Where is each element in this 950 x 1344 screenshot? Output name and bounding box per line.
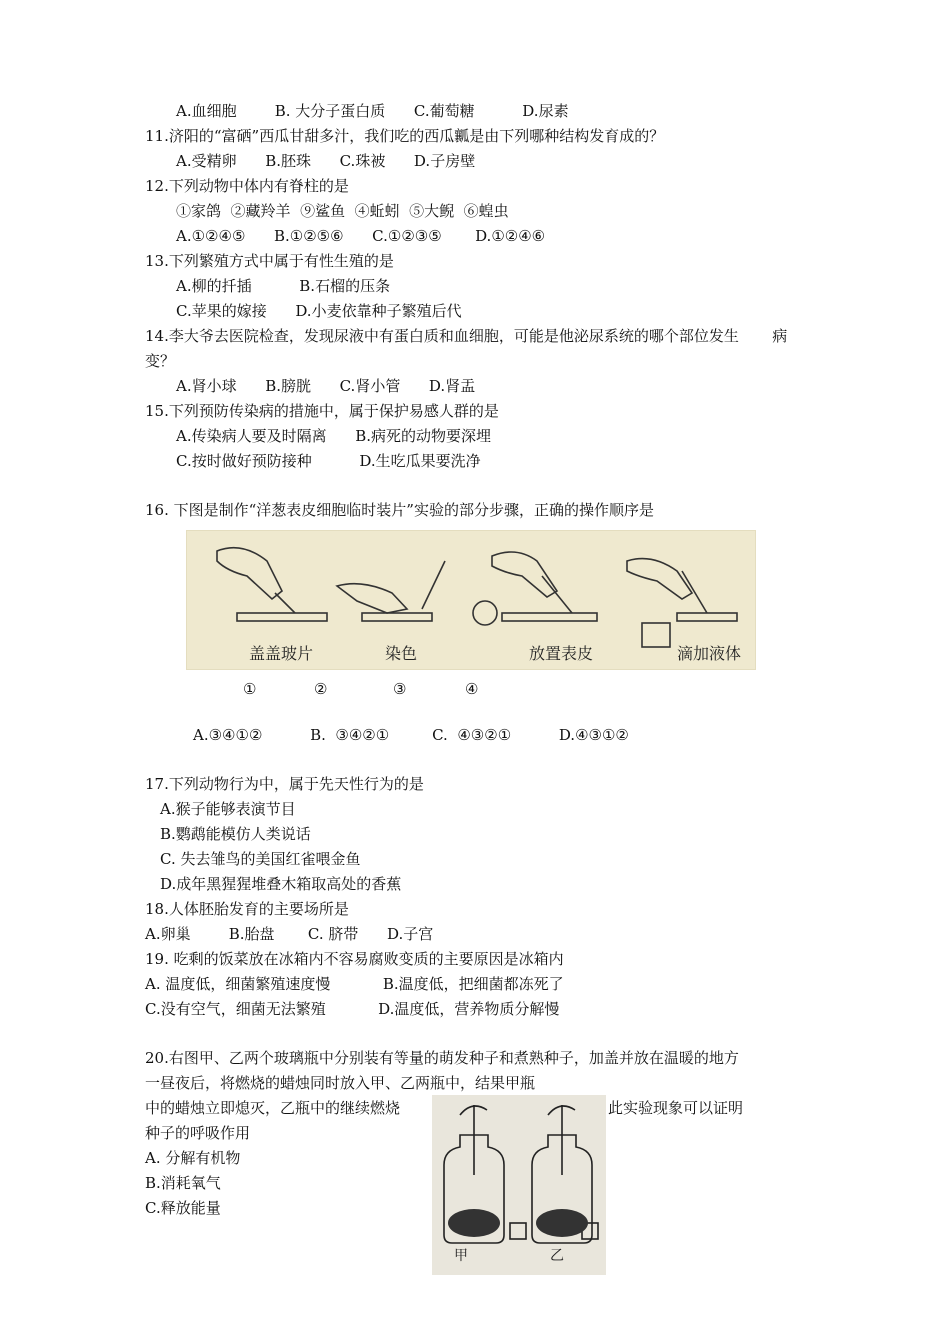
- q17-option-d: D.成年黑猩猩堆叠木箱取高处的香蕉: [160, 875, 402, 893]
- q20-option-b: B.消耗氧气: [145, 1174, 221, 1192]
- step-number-3: ③: [393, 680, 407, 698]
- q20-stem-4: 种子的呼吸作用: [145, 1124, 251, 1142]
- hand-4: [627, 559, 692, 599]
- q18-stem: 18.人体胚胎发育的主要场所是: [145, 900, 349, 918]
- q13-options-2: C.苹果的嫁接 D.小麦依靠种子繁殖后代: [176, 302, 462, 320]
- label-yi: 乙: [550, 1248, 564, 1264]
- q16-stem: 16. 下图是制作“洋葱表皮细胞临时装片”实验的部分步骤，正确的操作顺序是: [145, 501, 654, 519]
- q15-options-1: A.传染病人要及时隔离 B.病死的动物要深埋: [176, 427, 492, 445]
- caption-drop-liquid: 滴加液体: [677, 644, 742, 663]
- onion: [473, 601, 497, 625]
- q19-options-1: A. 温度低，细菌繁殖速度慢 B.温度低，把细菌都冻死了: [145, 975, 564, 993]
- q19-options-2: C.没有空气，细菌无法繁殖 D.温度低，营养物质分解慢: [145, 1000, 560, 1018]
- seeds-yi: [536, 1209, 588, 1237]
- q19-stem: 19. 吃剩的饭菜放在冰箱内不容易腐败变质的主要原因是冰箱内: [145, 950, 564, 968]
- caption-cover-slip: 盖盖玻片: [249, 644, 314, 663]
- q15-options-2: C.按时做好预防接种 D.生吃瓜果要洗净: [176, 452, 481, 470]
- q14-stem-cont: 变？: [145, 352, 176, 370]
- step-number-4: ④: [465, 680, 479, 698]
- q20-stem-2: 一昼夜后，将燃烧的蜡烛同时放入甲、乙两瓶中，结果甲瓶: [145, 1074, 536, 1092]
- beaker: [642, 623, 670, 647]
- q14-options: A.肾小球 B.膀胱 C.肾小管 D.肾盂: [176, 377, 476, 395]
- q20-option-c: C.释放能量: [145, 1199, 221, 1217]
- onion-slide-steps-figure: [186, 530, 756, 670]
- dropper-2: [422, 561, 445, 609]
- q20-stem-1: 20.右图甲、乙两个玻璃瓶中分别装有等量的萌发种子和煮熟种子，加盖并放在温暖的地方: [145, 1049, 739, 1067]
- label-jia: 甲: [454, 1248, 468, 1264]
- q13-stem: 13.下列繁殖方式中属于有性生殖的是: [145, 252, 394, 270]
- q17-option-b: B.鹦鹉能模仿人类说话: [160, 825, 311, 843]
- q12-items: ①家鸽 ②藏羚羊 ⑨鲨鱼 ④蚯蚓 ⑤大鲵 ⑥蝗虫: [176, 202, 509, 220]
- q13-options-1: A.柳的扦插 B.石榴的压条: [176, 277, 391, 295]
- hand-2: [337, 584, 407, 613]
- cover-slip: [275, 593, 295, 613]
- q17-option-c: C. 失去雏鸟的美国红雀喂金鱼: [160, 850, 361, 868]
- hand-1: [217, 548, 282, 599]
- q17-stem: 17.下列动物行为中，属于先天性行为的是: [145, 775, 424, 793]
- q10-options: A.血细胞 B. 大分子蛋白质 C.葡萄糖 D.尿素: [176, 102, 569, 120]
- q16-options: A.③④①② B. ③④②① C. ④③②① D.④③①②: [193, 726, 629, 744]
- slide-2: [362, 613, 432, 621]
- slide-4: [677, 613, 737, 621]
- seed-jars-figure: [432, 1095, 606, 1275]
- q12-stem: 12.下列动物中体内有脊柱的是: [145, 177, 349, 195]
- q14-stem: 14.李大爷去医院检查，发现尿液中有蛋白质和血细胞，可能是他泌尿系统的哪个部位发生 病: [145, 327, 788, 345]
- slide-1: [237, 613, 327, 621]
- q17-option-a: A.猴子能够表演节目: [160, 800, 296, 818]
- seeds-jia: [448, 1209, 500, 1237]
- hand-3: [492, 552, 557, 597]
- lid-jia: [510, 1223, 526, 1239]
- q20-stem-3: 中的蜡烛立即熄灭，乙瓶中的继续燃烧: [145, 1099, 401, 1117]
- dropper-4: [682, 571, 707, 613]
- caption-stain: 染色: [385, 644, 418, 663]
- q11-stem: 11.济阳的“富硒”西瓜甘甜多汁，我们吃的西瓜瓤是由下列哪种结构发育成的？: [145, 127, 665, 145]
- q12-options: A.①②④⑤ B.①②⑤⑥ C.①②③⑤ D.①②④⑥: [176, 227, 546, 245]
- step-number-1: ①: [243, 680, 257, 698]
- q20-stem-3b: 此实验现象可以证明: [608, 1099, 744, 1117]
- caption-place-epidermis: 放置表皮: [529, 644, 594, 663]
- tweezers: [542, 576, 572, 613]
- q15-stem: 15.下列预防传染病的措施中，属于保护易感人群的是: [145, 402, 499, 420]
- q20-option-a: A. 分解有机物: [145, 1149, 241, 1167]
- step-number-2: ②: [314, 680, 328, 698]
- q11-options: A.受精卵 B.胚珠 C.珠被 D.子房壁: [176, 152, 476, 170]
- q18-options: A.卵巢 B.胎盘 C. 脐带 D.子宫: [145, 925, 434, 943]
- slide-3: [502, 613, 597, 621]
